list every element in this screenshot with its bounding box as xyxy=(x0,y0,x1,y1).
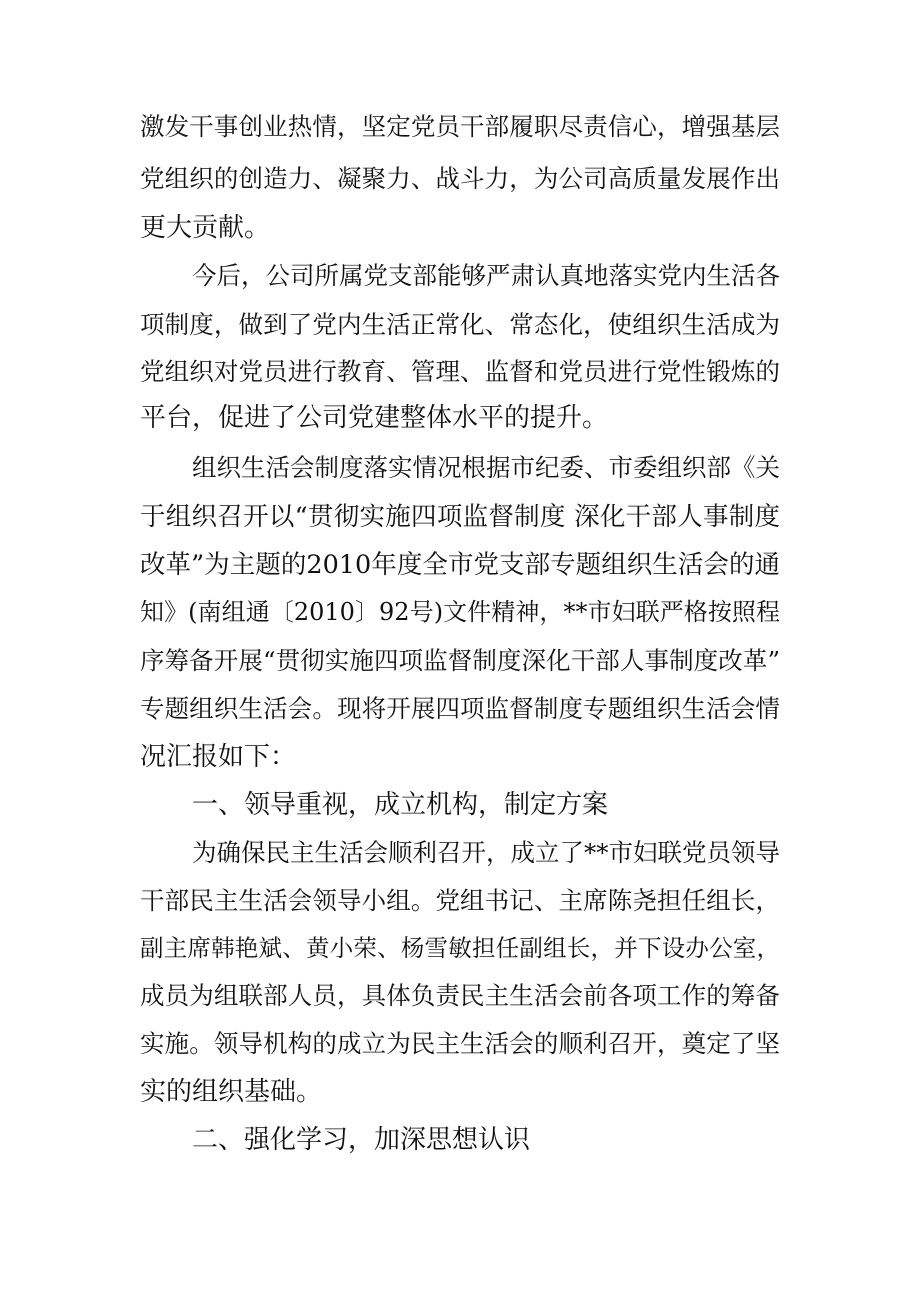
paragraph-line: 为确保民主生活会顺利召开，成立了**市妇联党员领导 xyxy=(192,838,780,867)
paragraph-line: 组织生活会制度落实情况根据市纪委、市委组织部《关 xyxy=(192,453,780,482)
paragraph-line: 专题组织生活会。现将开展四项监督制度专题组织生活会情 xyxy=(140,694,780,723)
paragraph-line: 更大贡献。 xyxy=(140,213,271,243)
paragraph-line: 于组织召开以“贯彻实施四项监督制度 深化干部人事制度 xyxy=(140,502,780,532)
paragraph-line: 序筹备开展“贯彻实施四项监督制度深化干部人事制度改革” xyxy=(140,646,780,675)
section-heading: 一、领导重视，成立机构，制定方案 xyxy=(192,790,609,820)
paragraph-line: 党组织的创造力、凝聚力、战斗力，为公司高质量发展作出 xyxy=(140,164,780,193)
paragraph-line: 况汇报如下： xyxy=(140,742,297,772)
paragraph-line: 副主席韩艳斌、黄小荣、杨雪敏担任副组长，并下设办公室， xyxy=(140,934,780,962)
section-heading: 二、强化学习，加深思想认识 xyxy=(192,1125,531,1155)
paragraph-line: 成员为组联部人员，具体负责民主生活会前各项工作的筹备 xyxy=(140,981,780,1010)
paragraph-line: 今后，公司所属党支部能够严肃认真地落实党内生活各 xyxy=(192,261,780,290)
paragraph-line: 改革”为主题的2010年度全市党支部专题组织生活会的通 xyxy=(140,550,780,580)
paragraph-line: 实的组织基础。 xyxy=(140,1077,323,1107)
paragraph-line: 平台，促进了公司党建整体水平的提升。 xyxy=(140,403,609,433)
paragraph-line: 干部民主生活会领导小组。党组书记、主席陈尧担任组长， xyxy=(140,886,780,915)
paragraph-line: 党组织对党员进行教育、管理、监督和党员进行党性锻炼的 xyxy=(140,357,780,386)
paragraph-line: 知》(南组通〔2010〕92号)文件精神，**市妇联严格按照程 xyxy=(140,598,780,626)
paragraph-line: 激发干事创业热情，坚定党员干部履职尽责信心，增强基层 xyxy=(140,112,780,141)
paragraph-line: 实施。领导机构的成立为民主生活会的顺利召开，奠定了坚 xyxy=(140,1029,780,1058)
paragraph-line: 项制度，做到了党内生活正常化、常态化，使组织生活成为 xyxy=(140,310,780,339)
